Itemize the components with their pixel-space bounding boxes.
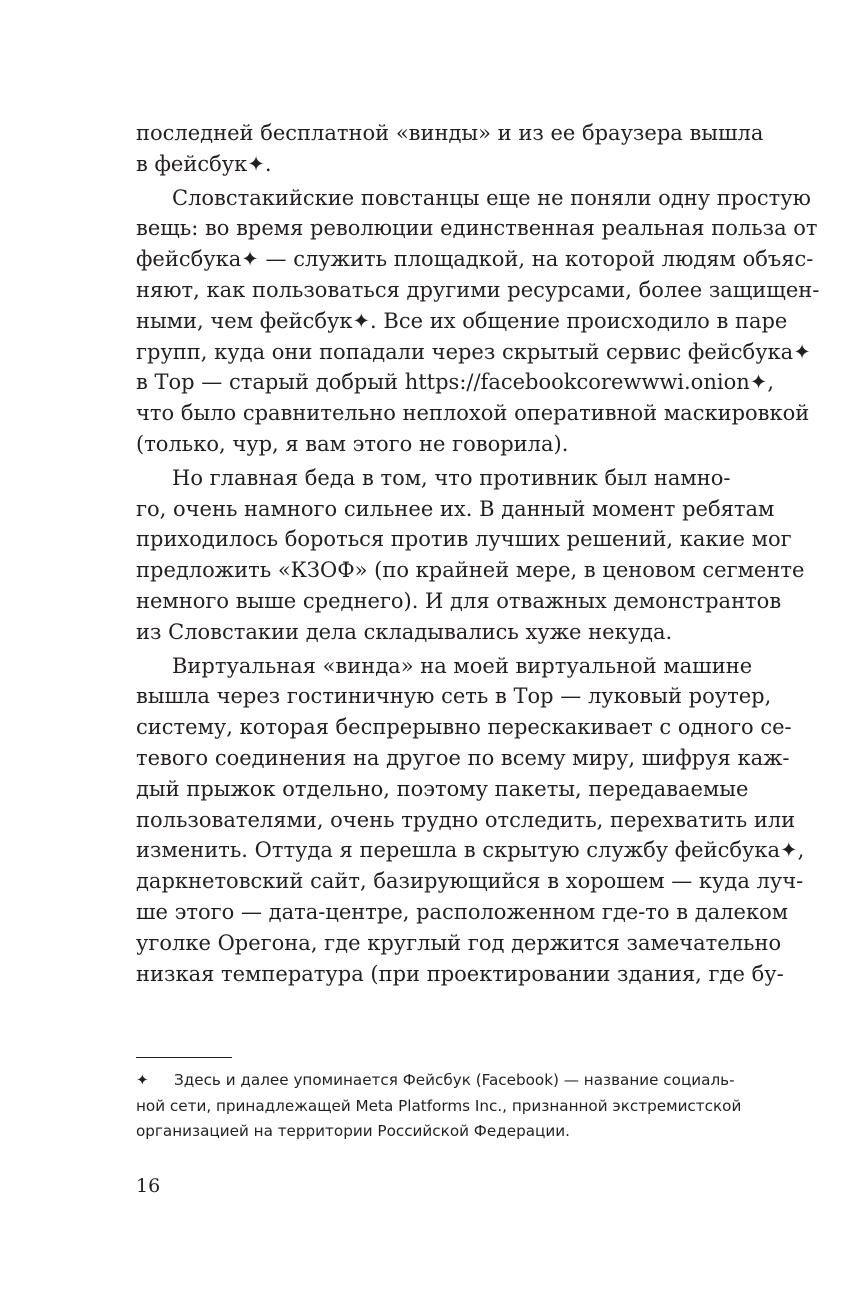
text-line: приходилось бороться против лучших решений, какие мог xyxy=(136,527,792,552)
text-line: Словстакийские повстанцы еще не поняли одну простую xyxy=(172,185,811,210)
text-line: из Словстакии дела складывались хуже некуда. xyxy=(136,619,673,644)
text-line: систему, которая беспрерывно перескакивает с одного се- xyxy=(136,715,792,740)
footnote-text: Здесь и далее упоминается Фейсбук (Facebook) — название социаль- xyxy=(174,1071,735,1089)
text-line: Но главная беда в том, что противник был намно- xyxy=(172,465,731,490)
text-line: ше этого — дата-центре, расположенном где-то в далеком xyxy=(136,899,789,924)
paragraph xyxy=(136,118,764,180)
text-line: вышла через гостиничную сеть в Тор — луковый роутер, xyxy=(136,684,772,709)
text-line: предложить «КЗОФ» (по крайней мере, в ценовом сегменте xyxy=(136,558,805,583)
text-line: тевого соединения на другое по всему миру, шифруя каж- xyxy=(136,745,790,770)
text-line: вещь: во время революции единственная реальная польза от xyxy=(136,216,818,241)
text-line: пользователями, очень трудно отследить, перехватить или xyxy=(136,807,796,832)
text-line: ными, чем фейсбук✦. Все их общение происходило в паре xyxy=(136,308,788,333)
paragraph xyxy=(136,651,805,990)
footnote-text: организацией на территории Российской Федерации. xyxy=(136,1122,570,1140)
text-line: последней бесплатной «винды» и из ее браузера вышла xyxy=(136,121,764,145)
footnote-text: ной сети, принадлежащей Meta Platforms Inc., признанной экстремистской xyxy=(136,1096,742,1115)
text-line: немного выше среднего). И для отважных демонстрантов xyxy=(136,588,782,613)
page-number: 16 xyxy=(136,1175,161,1197)
text-line: низкая температура (при проектировании здания, где бу- xyxy=(136,961,784,986)
text-line: групп, куда они попадали через скрытый сервис фейсбука✦ xyxy=(136,339,811,364)
text-line: уголке Орегона, где круглый год держится замечательно xyxy=(136,930,782,955)
text-line: фейсбука✦ — служить площадкой, на которой людям объяс- xyxy=(136,247,814,272)
text-line: (только, чур, я вам этого не говорила). xyxy=(136,431,569,456)
text-line: дый прыжок отдельно, поэтому пакеты, передаваемые xyxy=(136,776,749,801)
text-line: даркнетовский сайт, базирующийся в хорошем — куда луч- xyxy=(136,869,804,894)
text-line: изменить. Оттуда я перешла в скрытую службу фейсбука✦, xyxy=(136,838,805,863)
text-line: что было сравнительно неплохой оперативной маскировкой xyxy=(136,401,810,426)
footnote-first-line xyxy=(136,1068,735,1094)
text-line: Виртуальная «винда» на моей виртуальной машине xyxy=(172,653,753,678)
footnote-divider xyxy=(136,1057,232,1058)
text-line: в фейсбук✦. xyxy=(136,151,272,176)
text-line: го, очень намного сильнее их. В данный момент ребятам xyxy=(136,496,775,521)
paragraph xyxy=(136,183,820,460)
footnote xyxy=(136,1068,742,1145)
text-line: в Тор — старый добрый https://facebookcorewwwi.onion✦, xyxy=(136,370,775,395)
paragraph xyxy=(136,463,805,648)
body-text xyxy=(136,118,820,989)
text-line: няют, как пользоваться другими ресурсами, более защищен- xyxy=(136,277,820,302)
footnote-marker-icon: ✦ xyxy=(136,1071,149,1089)
